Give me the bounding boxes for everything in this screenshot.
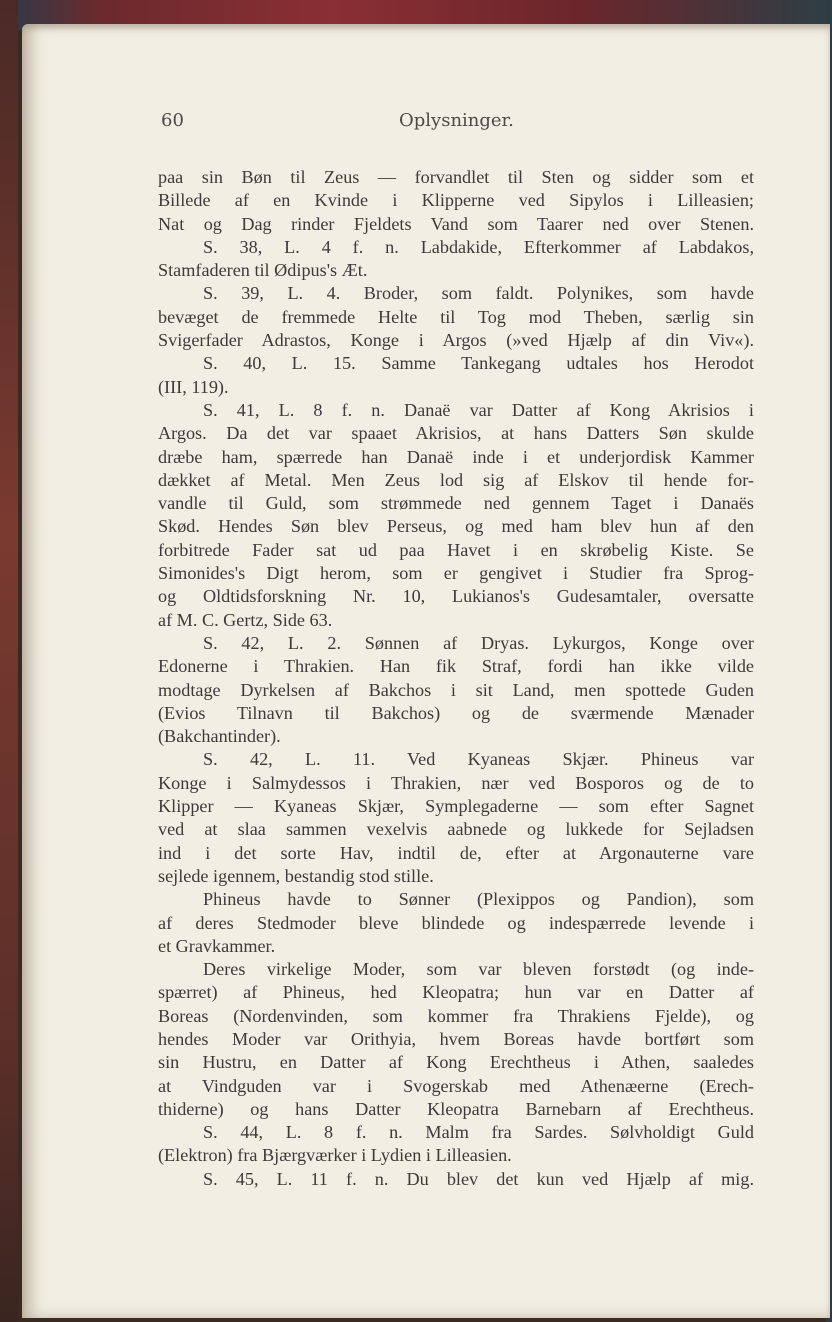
text-line: Edonerne i Thrakien. Han fik Straf, fordi han ikke vilde: [158, 656, 754, 677]
text-line: forbitrede Fader sat ud paa Havet i en skrøbelig Kiste. Se: [158, 539, 754, 560]
book-cover-left-edge: [0, 0, 18, 1322]
text-line: paa sin Bøn til Zeus — forvandlet til Sten og sidder som et: [158, 167, 754, 187]
text-line: S. 45, L. 11 f. n. Du blev det kun ved Hjælp af mig.: [203, 1168, 754, 1189]
text-line: af deres Stedmoder bleve blindede og indespærrede levende i: [158, 912, 754, 933]
text-line: S. 41, L. 8 f. n. Danaë var Datter af Kong Akrisios i: [203, 399, 754, 420]
text-line: S. 42, L. 2. Sønnen af Dryas. Lykurgos, Konge over: [203, 632, 754, 653]
text-line: (Evios Tilnavn til Bakchos) og de sværmende Mænader: [158, 702, 754, 723]
text-line: S. 39, L. 4. Broder, som faldt. Polynikes, som havde: [203, 283, 754, 304]
page-number: 60: [161, 110, 184, 131]
text-line: sin Hustru, en Datter af Kong Erechtheus i Athen, saaledes: [158, 1052, 754, 1073]
text-line: Nat og Dag rinder Fjeldets Vand som Taarer ned over Stenen.: [158, 213, 754, 234]
text-line: S. 40, L. 15. Samme Tankegang udtales hos Herodot: [203, 353, 754, 374]
text-line: Boreas (Nordenvinden, som kommer fra Thrakiens Fjelde), og: [158, 1005, 754, 1026]
text-line: Konge i Salmydessos i Thrakien, nær ved Bosporos og de to: [158, 772, 754, 793]
text-line: Klipper — Kyaneas Skjær, Symplegaderne — som efter Sagnet: [158, 796, 754, 817]
text-line: af M. C. Gertz, Side 63.: [158, 609, 333, 630]
text-line: Svigerfader Adrastos, Konge i Argos (»ved Hjælp af din Viv«).: [158, 330, 754, 351]
text-line: S. 38, L. 4 f. n. Labdakide, Efterkommer af Labdakos,: [203, 236, 754, 257]
text-line: dræbe ham, spærrede han Danaë inde i et underjordisk Kammer: [158, 446, 754, 467]
text-line: dækket af Metal. Men Zeus lod sig af Elskov til hende for-: [158, 469, 754, 490]
text-line: S. 44, L. 8 f. n. Malm fra Sardes. Sølvholdigt Guld: [203, 1122, 754, 1143]
text-line: Phineus havde to Sønner (Plexippos og Pandion), som: [203, 889, 754, 910]
text-line: (III, 119).: [158, 376, 229, 397]
running-title: Oplysninger.: [399, 110, 514, 131]
text-line: sejlede igennem, bestandig stod stille.: [158, 865, 434, 886]
text-line: thiderne) og hans Datter Kleopatra Barnebarn af Erechtheus.: [158, 1098, 754, 1119]
text-line: Deres virkelige Moder, som var bleven forstødt (og inde-: [203, 959, 754, 980]
text-line: Argos. Da det var spaaet Akrisios, at hans Datters Søn skulde: [158, 423, 754, 444]
text-line: (Bakchantinder).: [158, 726, 281, 747]
text-line: og Oldtidsforskning Nr. 10, Lukianos's Gudesamtaler, oversatte: [158, 586, 754, 607]
text-line: spærret) af Phineus, hed Kleopatra; hun var en Datter af: [158, 982, 754, 1003]
page-header: [0, 110, 832, 134]
text-line: ind i det sorte Hav, indtil de, efter at Argonauterne vare: [158, 842, 754, 863]
text-line: Stamfaderen til Ødipus's Æt.: [158, 260, 368, 281]
text-line: S. 42, L. 11. Ved Kyaneas Skjær. Phineus var: [203, 749, 754, 770]
text-line: (Elektron) fra Bjærgværker i Lydien i Lilleasien.: [158, 1145, 512, 1166]
text-line: et Gravkammer.: [158, 935, 276, 956]
text-line: Billede af en Kvinde i Klipperne ved Sipylos i Lilleasien;: [158, 190, 754, 211]
body-text: [158, 166, 754, 1191]
text-line: Skød. Hendes Søn blev Perseus, og med ham blev hun af den: [158, 516, 754, 537]
text-line: Simonides's Digt herom, som er gengivet i Studier fra Sprog-: [158, 563, 754, 584]
text-line: bevæget de fremmede Helte til Tog mod Theben, særlig sin: [158, 306, 754, 327]
text-line: vandle til Guld, som strømmede ned gennem Taget i Danaës: [158, 493, 754, 514]
text-line: ved at slaa sammen vexelvis aabnede og lukkede for Sejladsen: [158, 819, 754, 840]
text-line: modtage Dyrkelsen af Bakchos i sit Land, men spottede Guden: [158, 679, 754, 700]
text-line: hendes Moder var Orithyia, hvem Boreas havde bortført som: [158, 1028, 754, 1049]
text-line: at Vindguden var i Svogerskab med Athenæerne (Erech-: [158, 1075, 754, 1096]
